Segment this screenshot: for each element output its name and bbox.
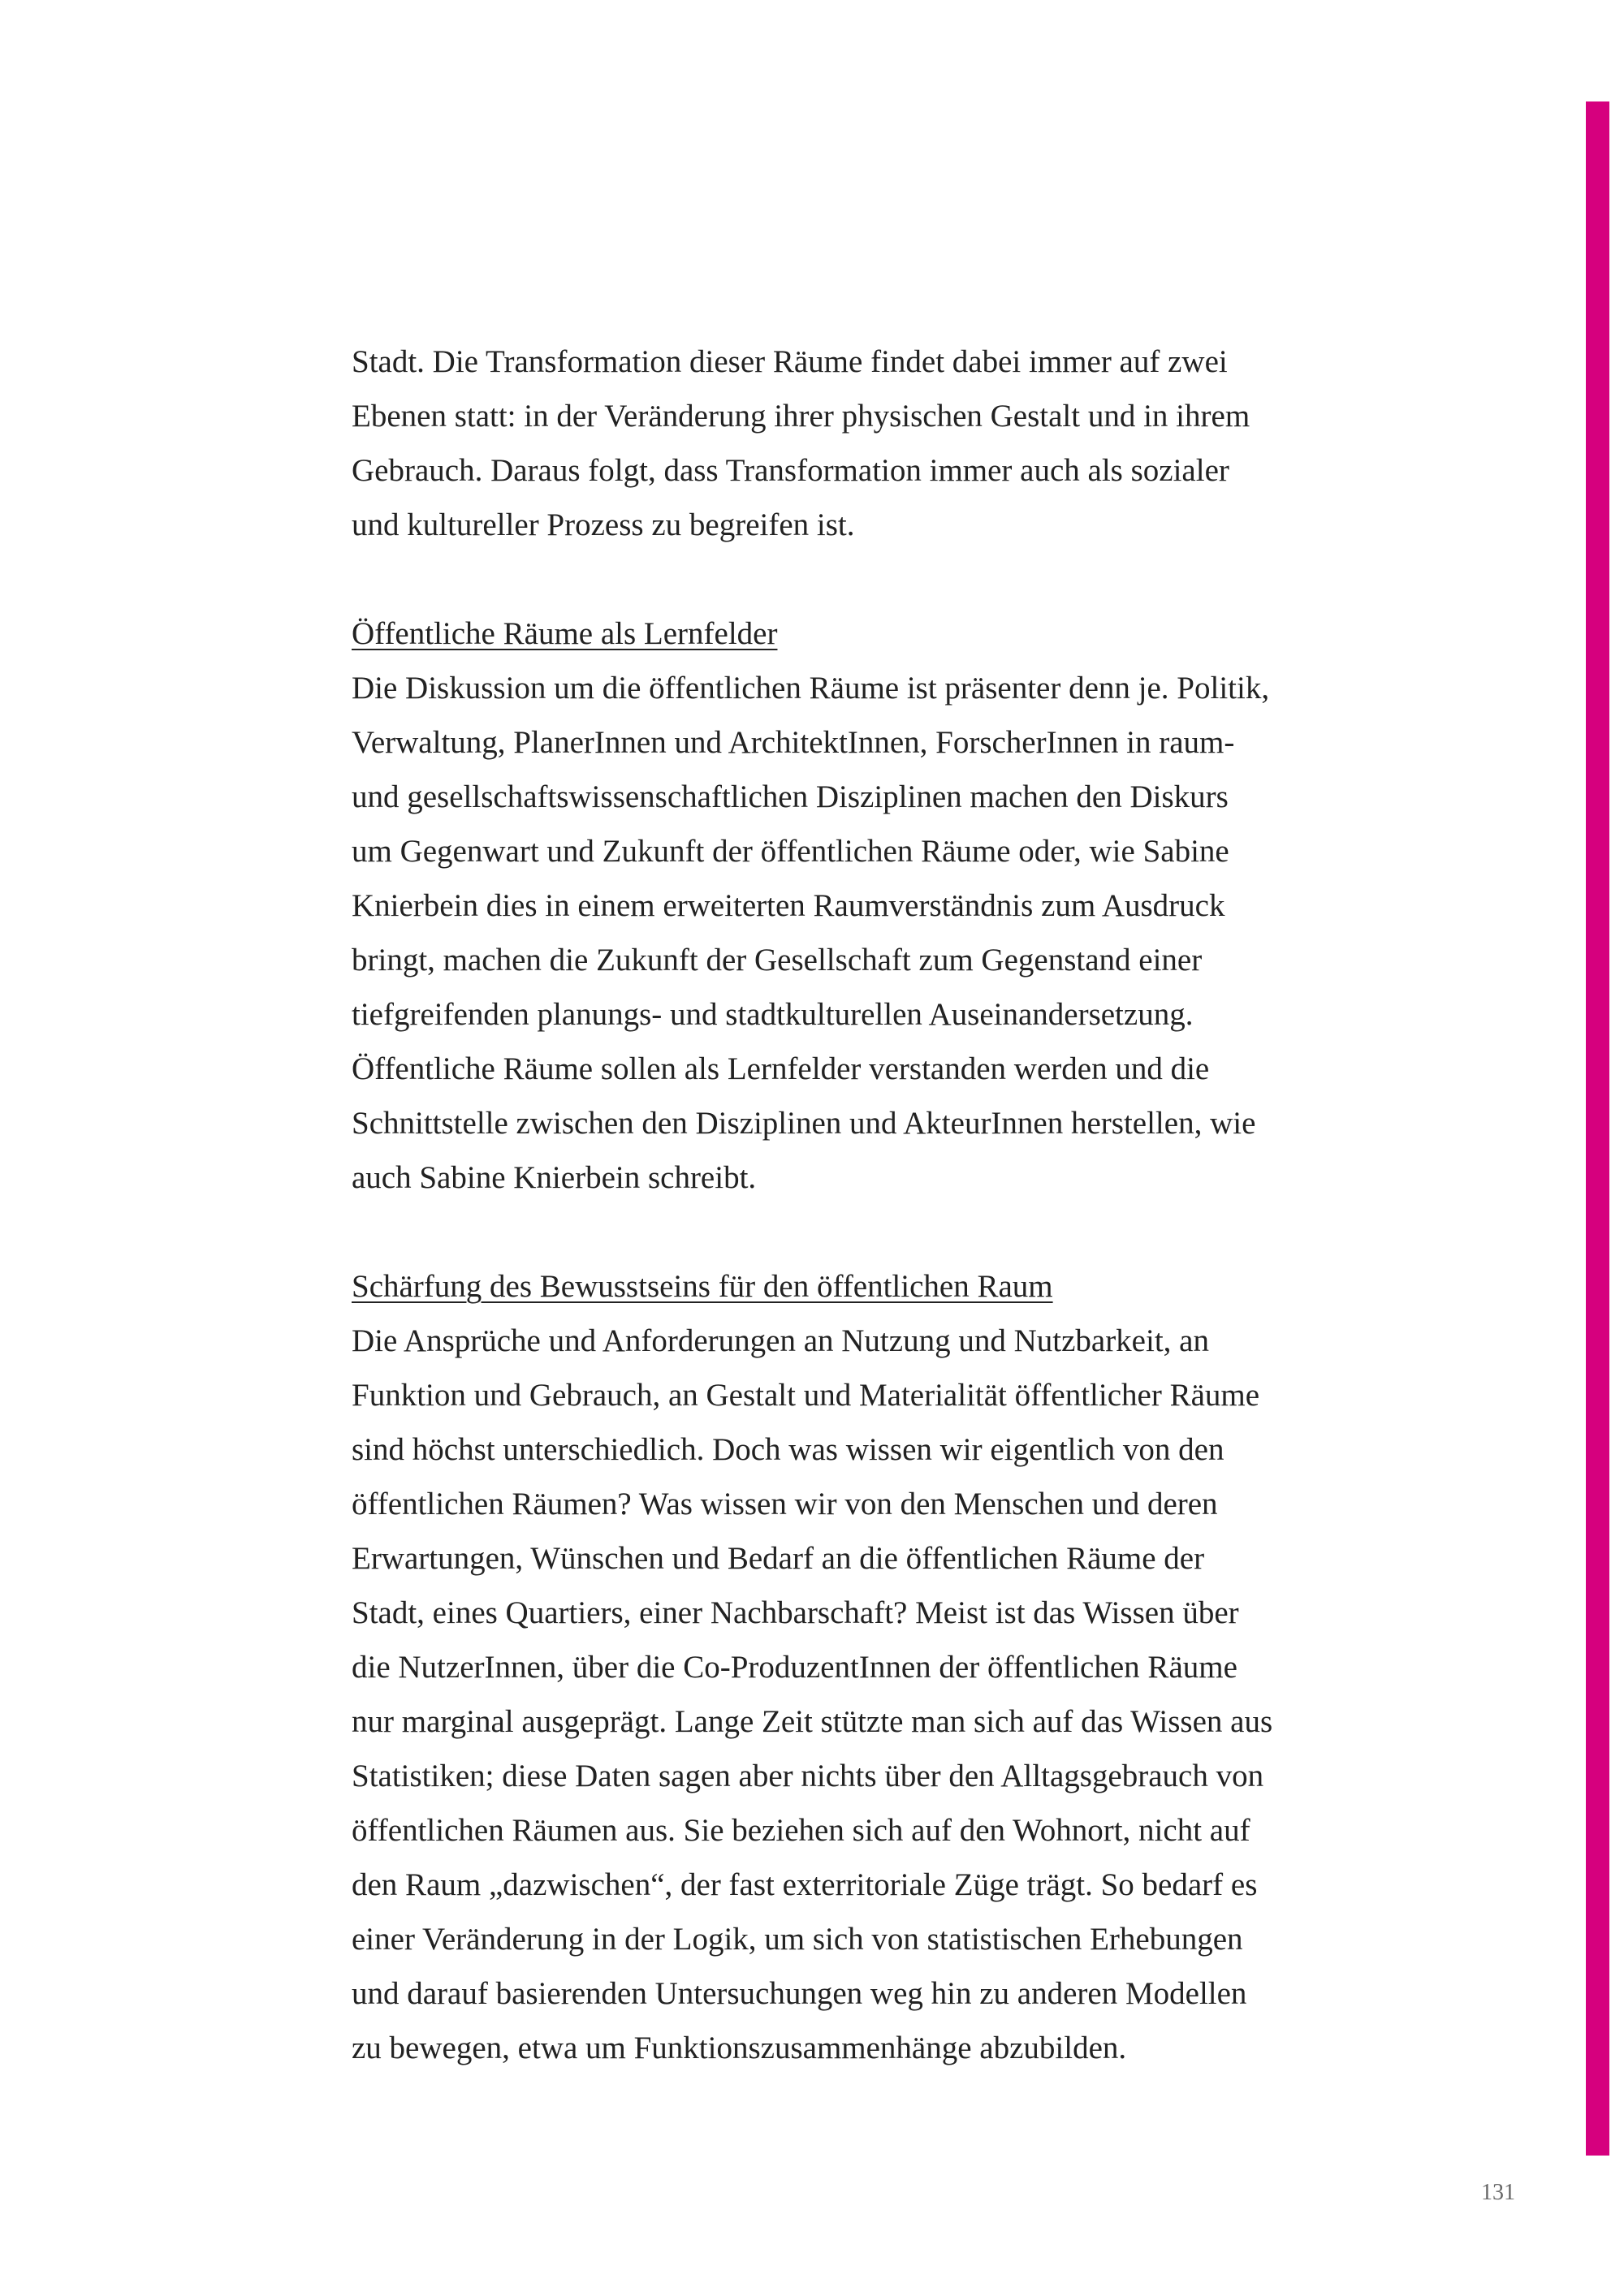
- section-heading-lernfelder: Öffentliche Räume als Lernfelder: [352, 616, 778, 651]
- text-line: zu bewegen, etwa um Funktionszusammenhänge abzubilden.: [352, 2031, 1127, 2065]
- text-line: einer Veränderung in der Logik, um sich von statistischen Erhebungen: [352, 1922, 1243, 1957]
- section-paragraph-lernfelder: [352, 661, 1342, 1205]
- text-line: Statistiken; diese Daten sagen aber nichts über den Alltagsgebrauch von: [352, 1759, 1264, 1793]
- page-body: [352, 334, 1342, 2075]
- page-number: 131: [1481, 2180, 1515, 2205]
- text-line: Schnittstelle zwischen den Disziplinen und AkteurInnen herstellen, wie: [352, 1106, 1256, 1141]
- paragraph-gap: [352, 1205, 1342, 1259]
- text-line: Stadt, eines Quartiers, einer Nachbarschaft? Meist ist das Wissen über: [352, 1595, 1239, 1630]
- intro-paragraph: [352, 334, 1342, 552]
- text-line: die NutzerInnen, über die Co-ProduzentInnen der öffentlichen Räume: [352, 1650, 1237, 1685]
- text-line: Verwaltung, PlanerInnen und ArchitektInnen, ForscherInnen in raum-: [352, 725, 1235, 760]
- text-line: und gesellschaftswissenschaftlichen Disziplinen machen den Diskurs: [352, 779, 1229, 814]
- text-line: Öffentliche Räume sollen als Lernfelder verstanden werden und die: [352, 1051, 1210, 1086]
- text-line: Ebenen statt: in der Veränderung ihrer physischen Gestalt und in ihrem: [352, 399, 1250, 434]
- text-line: Stadt. Die Transformation dieser Räume findet dabei immer auf zwei: [352, 344, 1228, 379]
- text-line: um Gegenwart und Zukunft der öffentlichen Räume oder, wie Sabine: [352, 834, 1229, 869]
- magenta-margin-bar: [1586, 101, 1609, 2156]
- text-line: Gebrauch. Daraus folgt, dass Transformation immer auch als sozialer: [352, 453, 1229, 488]
- text-line: Funktion und Gebrauch, an Gestalt und Materialität öffentlicher Räume: [352, 1378, 1260, 1413]
- text-line: sind höchst unterschiedlich. Doch was wissen wir eigentlich von den: [352, 1432, 1224, 1467]
- text-line: tiefgreifenden planungs- und stadtkulturellen Auseinandersetzung.: [352, 997, 1194, 1032]
- text-line: öffentlichen Räumen? Was wissen wir von den Menschen und deren: [352, 1487, 1218, 1521]
- section-heading-bewusstsein: Schärfung des Bewusstseins für den öffentlichen Raum: [352, 1269, 1053, 1304]
- text-line: den Raum „dazwischen“, der fast exterritoriale Züge trägt. So bedarf es: [352, 1867, 1258, 1902]
- text-line: bringt, machen die Zukunft der Gesellschaft zum Gegenstand einer: [352, 943, 1203, 978]
- text-line: nur marginal ausgeprägt. Lange Zeit stützte man sich auf das Wissen aus: [352, 1704, 1273, 1739]
- text-line: Knierbein dies in einem erweiterten Raumverständnis zum Ausdruck: [352, 888, 1225, 923]
- text-line: und kultureller Prozess zu begreifen ist.: [352, 507, 855, 542]
- text-line: und darauf basierenden Untersuchungen weg hin zu anderen Modellen: [352, 1976, 1247, 2011]
- paragraph-gap: [352, 552, 1342, 606]
- text-line: Die Diskussion um die öffentlichen Räume ist präsenter denn je. Politik,: [352, 671, 1270, 706]
- text-line: auch Sabine Knierbein schreibt.: [352, 1160, 757, 1195]
- section-paragraph-bewusstsein: [352, 1314, 1342, 2075]
- text-line: öffentlichen Räumen aus. Sie beziehen sich auf den Wohnort, nicht auf: [352, 1813, 1250, 1848]
- text-line: Die Ansprüche und Anforderungen an Nutzung und Nutzbarkeit, an: [352, 1323, 1209, 1358]
- text-line: Erwartungen, Wünschen und Bedarf an die öffentlichen Räume der: [352, 1541, 1205, 1576]
